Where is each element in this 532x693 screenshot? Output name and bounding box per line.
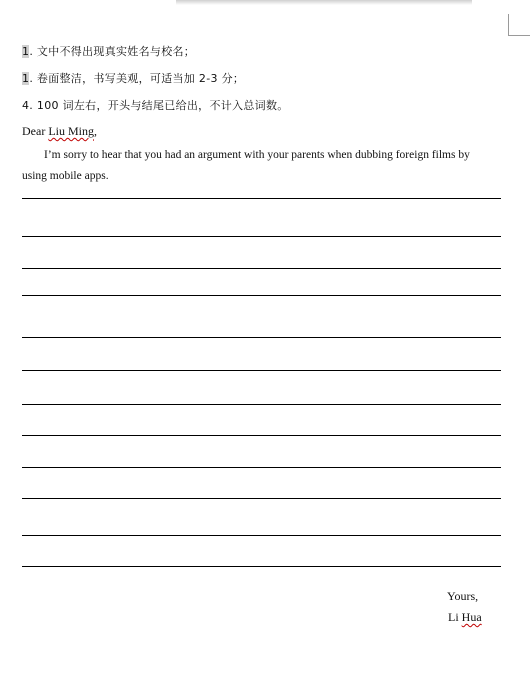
requirement-text: . 文中不得出现真实姓名与校名；	[29, 45, 196, 58]
letter-salutation	[22, 124, 97, 139]
writing-line	[22, 268, 501, 269]
letter-signature	[448, 610, 482, 625]
signer-last-name: Hua	[461, 610, 482, 624]
requirement-item	[22, 43, 195, 59]
letter-opening-paragraph: I’m sorry to hear that you had an argument with your parents when dubbing foreign films by using mobile apps.	[22, 149, 470, 182]
requirement-text: 4. 100 词左右，开头与结尾已给出，不计入总词数。	[22, 99, 289, 112]
margin-corner-mark	[508, 14, 509, 36]
margin-corner-mark	[508, 35, 530, 36]
salutation-suffix: ,	[94, 124, 97, 138]
page-top-shadow	[176, 0, 472, 5]
requirement-text: . 卷面整洁，书写美观，可适当加 2-3 分；	[29, 72, 245, 85]
writing-line	[22, 370, 501, 371]
recipient-name: Liu Ming	[48, 124, 94, 138]
writing-line	[22, 566, 501, 567]
requirement-number: 1	[22, 72, 30, 85]
writing-line	[22, 435, 501, 436]
requirement-number: 1	[22, 45, 30, 58]
requirement-item	[22, 70, 244, 86]
writing-line	[22, 198, 501, 199]
salutation-prefix: Dear	[22, 124, 49, 138]
writing-line	[22, 467, 501, 468]
writing-line	[22, 535, 501, 536]
writing-line	[22, 236, 501, 237]
requirement-item	[22, 97, 289, 113]
writing-line	[22, 337, 501, 338]
writing-line	[22, 295, 501, 296]
writing-line	[22, 498, 501, 499]
writing-line	[22, 404, 501, 405]
letter-closing: Yours,	[447, 589, 479, 603]
signer-first-name: Li	[448, 610, 462, 624]
